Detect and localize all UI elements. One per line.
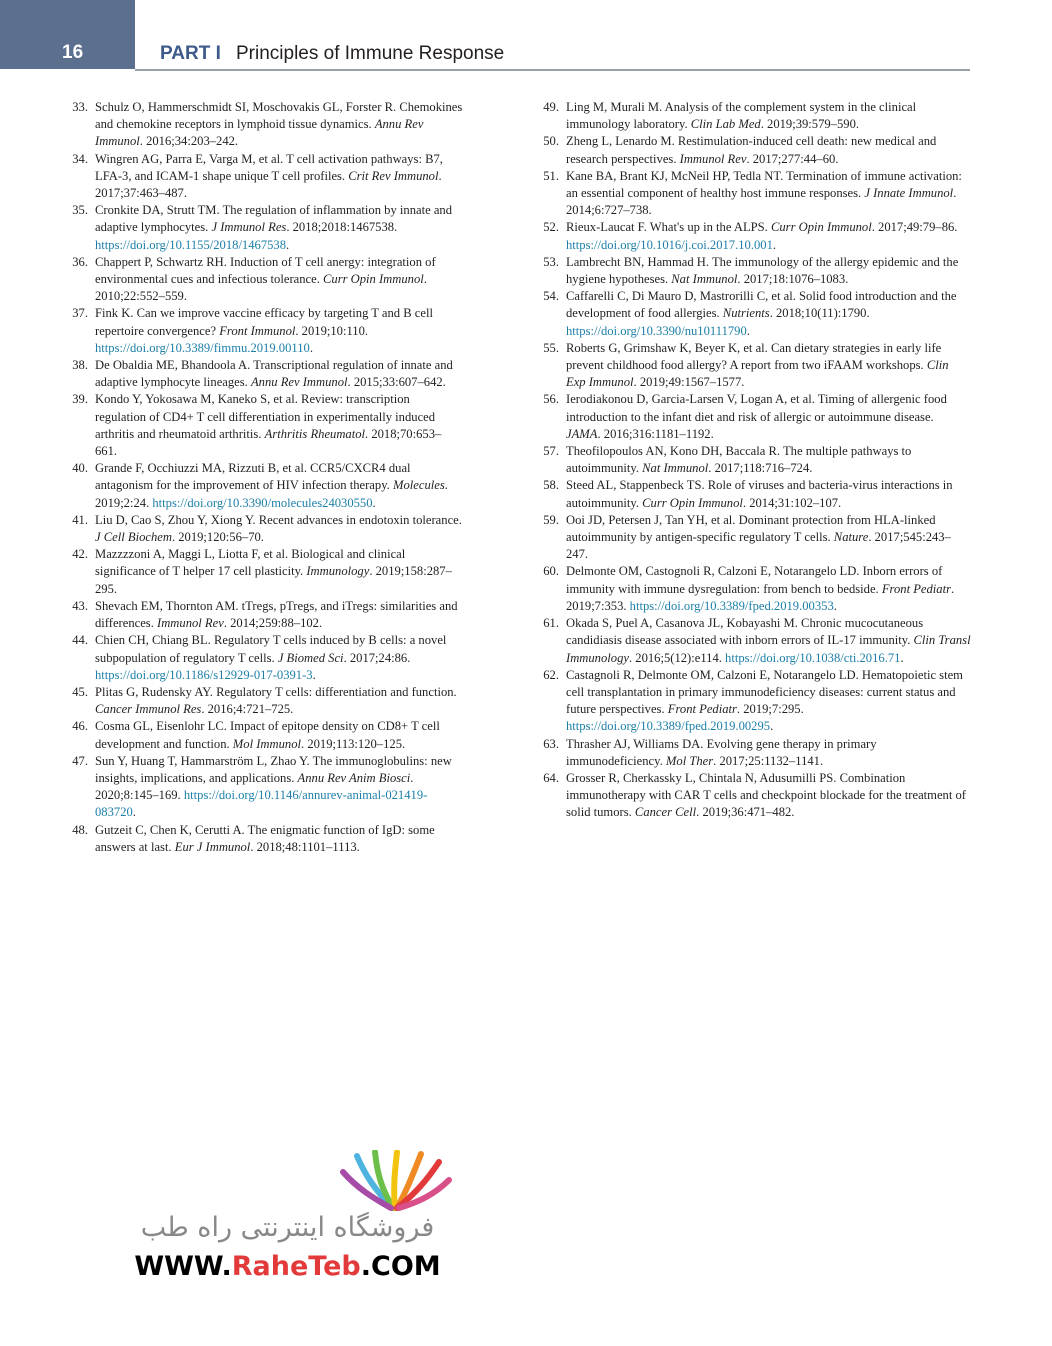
reference-text: Thrasher AJ, Williams DA. Evolving gene therapy in primary immunodeficiency. Mol Ther. 2017;25:1132–1141. [566,736,877,768]
reference-number: 60. [543,564,559,579]
reference-number: 52. [543,220,559,235]
reference-number: 62. [543,667,559,682]
reference-number: 33. [72,100,88,114]
reference-entry [534,391,971,443]
reference-number: 45. [72,684,88,699]
logo-persian-text: فروشگاه اینترنتی راه طب [140,1212,435,1243]
logo-url-suffix: .COM [360,1251,441,1282]
reference-text: De Obaldia ME, Bhandoola A. Transcriptional regulation of innate and adaptive lymphocyte lineages. Annu Rev Immunol. 2015;33:607–642. [95,358,453,390]
reference-text: Delmonte OM, Castognoli R, Calzoni E, Notarangelo LD. Inborn errors of immunity with immune dysregulation: from bench to bedside. Front Pediatr. 2019;7:353. https://doi.org/10.3389/fped.2019.00353. [566,564,955,613]
book-fan-icon [335,1150,455,1212]
reference-number: 58. [543,478,559,493]
reference-number: 41. [72,512,88,527]
reference-number: 46. [72,719,88,734]
reference-text: Mazzzzoni A, Maggi L, Liotta F, et al. Biological and clinical significance of T helper 17 cell plasticity. Immunology. 2019;158:287–295. [95,547,452,596]
reference-entry [534,615,971,667]
reference-text: Ling M, Murali M. Analysis of the complement system in the clinical immunology laboratory. Clin Lab Med. 2019;39:579–590. [566,100,917,132]
references-right-column [534,99,971,822]
reference-text: Chappert P, Schwartz RH. Induction of T cell anergy: integration of environmental cues and infectious tolerance. Curr Opin Immunol. 2010;22:552–559. [95,254,436,304]
reference-text: Castagnoli R, Delmonte OM, Calzoni E, Notarangelo LD. Hematopoietic stem cell transplantation in primary immunodeficiency diseases: current status and future perspectives. Front Pediatr. 2019;7:295. https://doi.org/10.3389/fped.2019.00295. [566,667,963,734]
reference-entry [534,340,971,392]
reference-entry [534,667,971,736]
reference-number: 59. [543,512,559,527]
reference-text: Wingren AG, Parra E, Varga M, et al. T cell activation pathways: B7, LFA-3, and ICAM-1 shape unique T cell profiles. Crit Rev Immunol. 2017;37:463–487. [95,151,443,201]
reference-entry [534,563,971,615]
reference-entry [534,133,971,167]
reference-number: 51. [543,168,559,183]
reference-number: 35. [72,203,88,218]
reference-number: 54. [543,289,559,304]
reference-number: 34. [72,151,88,166]
rahe-teb-logo [125,1150,450,1285]
logo-url-brand: RaheTeb [231,1251,361,1282]
header-rule [135,69,970,71]
reference-text: Kane BA, Brant KJ, McNeil HP, Tedla NT. Termination of immune activation: an essential component of healthy host immune responses. J Innate Immunol. 2014;6:727–738. [566,168,962,218]
reference-entry [63,202,463,254]
reference-text: Cronkite DA, Strutt TM. The regulation of inflammation by innate and adaptive lymphocytes. J Immunol Res. 2018;2018:1467538. https://doi.org/10.1155/2018/1467538. [95,203,452,252]
reference-text: Cosma GL, Eisenlohr LC. Impact of epitope density on CD8+ T cell development and function. Mol Immunol. 2019;113:120–125. [95,719,440,751]
reference-entry [63,822,463,856]
reference-text: Schulz O, Hammerschmidt SI, Moschovakis GL, Forster R. Chemokines and chemokine receptors in lymphoid tissue dynamics. Annu Rev Immunol. 2016;34:203–242. [95,100,463,149]
reference-number: 55. [543,340,559,355]
reference-number: 49. [543,100,559,114]
reference-text: Sun Y, Huang T, Hammarström L, Zhao Y. The immunoglobulins: new insights, implications, and applications. Annu Rev Anim Biosci. 2020;8:145–169. https://doi.org/10.1146/annurev-animal-021419-083720. [95,753,452,820]
reference-text: Lambrecht BN, Hammad H. The immunology of the allergy epidemic and the hygiene hypotheses. Nat Immunol. 2017;18:1076–1083. [566,254,959,287]
reference-entry [534,168,971,220]
reference-text: Fink K. Can we improve vaccine efficacy by targeting T and B cell repertoire convergence? Front Immunol. 2019;10:110. https://doi.org/10.3389/fimmu.2019.00110. [95,306,433,355]
reference-text: Plitas G, Rudensky AY. Regulatory T cells: differentiation and function. Cancer Immunol Res. 2016;4:721–725. [95,684,457,717]
reference-entry [534,736,971,770]
logo-url [125,1250,450,1284]
reference-number: 38. [72,358,88,373]
reference-entry [63,254,463,306]
logo-url-prefix: WWW. [134,1251,232,1282]
reference-entry [534,254,971,288]
reference-entry [63,391,463,460]
reference-number: 61. [543,616,559,631]
reference-entry [63,512,463,546]
reference-number: 57. [543,444,559,459]
reference-entry [63,632,463,684]
reference-text: Rieux-Laucat F. What's up in the ALPS. Curr Opin Immunol. 2017;49:79–86. https://doi.org/10.1016/j.coi.2017.10.001. [566,220,958,252]
reference-text: Caffarelli C, Di Mauro D, Mastrorilli C, et al. Solid food introduction and the development of food allergies. Nutrients. 2018;10(11):1790. https://doi.org/10.3390/nu10111790. [566,289,957,338]
reference-text: Ierodiakonou D, Garcia-Larsen V, Logan A, et al. Timing of allergenic food introduction to the infant diet and risk of allergic or autoimmune disease. JAMA. 2016;316:1181–1192. [566,392,947,441]
reference-entry [63,718,463,752]
reference-entry [63,357,463,391]
reference-text: Kondo Y, Yokosawa M, Kaneko S, et al. Review: transcription regulation of CD4+ T cell differentiation in experimentally induced arthritis and rheumatoid arthritis. Arthritis Rheumatol. 2018;70:653–661. [95,392,442,459]
reference-entry [534,288,971,340]
reference-entry [63,99,463,151]
reference-entry [63,684,463,718]
reference-entry [63,305,463,357]
part-label: PART I [160,43,221,64]
page-number: 16 [62,42,84,63]
reference-number: 48. [72,822,88,837]
reference-text: Grosser R, Cherkassky L, Chintala N, Adusumilli PS. Combination immunotherapy with CAR T cells and checkpoint blockade for the treatment of solid tumors. Cancer Cell. 2019;36:471–482. [566,770,966,820]
reference-number: 44. [72,633,88,648]
reference-text: Liu D, Cao S, Zhou Y, Xiong Y. Recent advances in endotoxin tolerance. J Cell Biochem. 2019;120:56–70. [95,512,462,545]
reference-text: Roberts G, Grimshaw K, Beyer K, et al. Can dietary strategies in early life prevent childhood food allergy? A report from two iFAAM workshops. Clin Exp Immunol. 2019;49:1567–1577. [566,340,949,390]
reference-entry [63,598,463,632]
reference-entry [534,443,971,477]
reference-text: Grande F, Occhiuzzi MA, Rizzuti B, et al. CCR5/CXCR4 dual antagonism for the improvement of HIV infection therapy. Molecules. 2019;2:24. https://doi.org/10.3390/molecules24030550. [95,461,448,510]
reference-number: 37. [72,306,88,321]
reference-text: Zheng L, Lenardo M. Restimulation-induced cell death: new medical and research perspectives. Immunol Rev. 2017;277:44–60. [566,134,937,166]
reference-entry [534,770,971,822]
reference-number: 39. [72,392,88,407]
references-left-column [63,99,463,856]
reference-entry [63,151,463,203]
reference-entry [534,219,971,253]
reference-number: 40. [72,461,88,476]
reference-entry [63,460,463,512]
reference-entry [534,99,971,133]
reference-number: 47. [72,753,88,768]
reference-number: 50. [543,134,559,149]
reference-number: 63. [543,736,559,751]
reference-entry [63,546,463,598]
reference-text: Okada S, Puel A, Casanova JL, Kobayashi M. Chronic mucocutaneous candidiasis disease associated with inborn errors of IL-17 immunity. Clin Transl Immunology. 2016;5(12):e114. https://doi.org/10.1038/cti.2016.71. [566,616,971,665]
reference-entry [534,512,971,564]
reference-text: Chien CH, Chiang BL. Regulatory T cells induced by B cells: a novel subpopulation of regulatory T cells. J Biomed Sci. 2017;24:86. https://doi.org/10.1186/s12929-017-0391-3. [95,633,447,682]
reference-number: 64. [543,770,559,785]
reference-number: 53. [543,254,559,269]
reference-number: 43. [72,598,88,613]
reference-text: Gutzeit C, Chen K, Cerutti A. The enigmatic function of IgD: some answers at last. Eur J Immunol. 2018;48:1101–1113. [95,822,435,854]
reference-text: Theofilopoulos AN, Kono DH, Baccala R. The multiple pathways to autoimmunity. Nat Immunol. 2017;118:716–724. [566,444,912,476]
reference-text: Shevach EM, Thornton AM. tTregs, pTregs, and iTregs: similarities and differences. Immunol Rev. 2014;259:88–102. [95,598,458,631]
reference-entry [534,477,971,511]
reference-entry [63,753,463,822]
reference-number: 36. [72,254,88,269]
reference-text: Steed AL, Stappenbeck TS. Role of viruses and bacteria-virus interactions in autoimmunity. Curr Opin Immunol. 2014;31:102–107. [566,478,953,510]
reference-text: Ooi JD, Petersen J, Tan YH, et al. Dominant protection from HLA-linked autoimmunity by antigen-specific regulatory T cells. Nature. 2017;545:243–247. [566,512,951,562]
running-title: Principles of Immune Response [236,43,505,64]
reference-number: 56. [543,392,559,407]
reference-number: 42. [72,547,88,562]
